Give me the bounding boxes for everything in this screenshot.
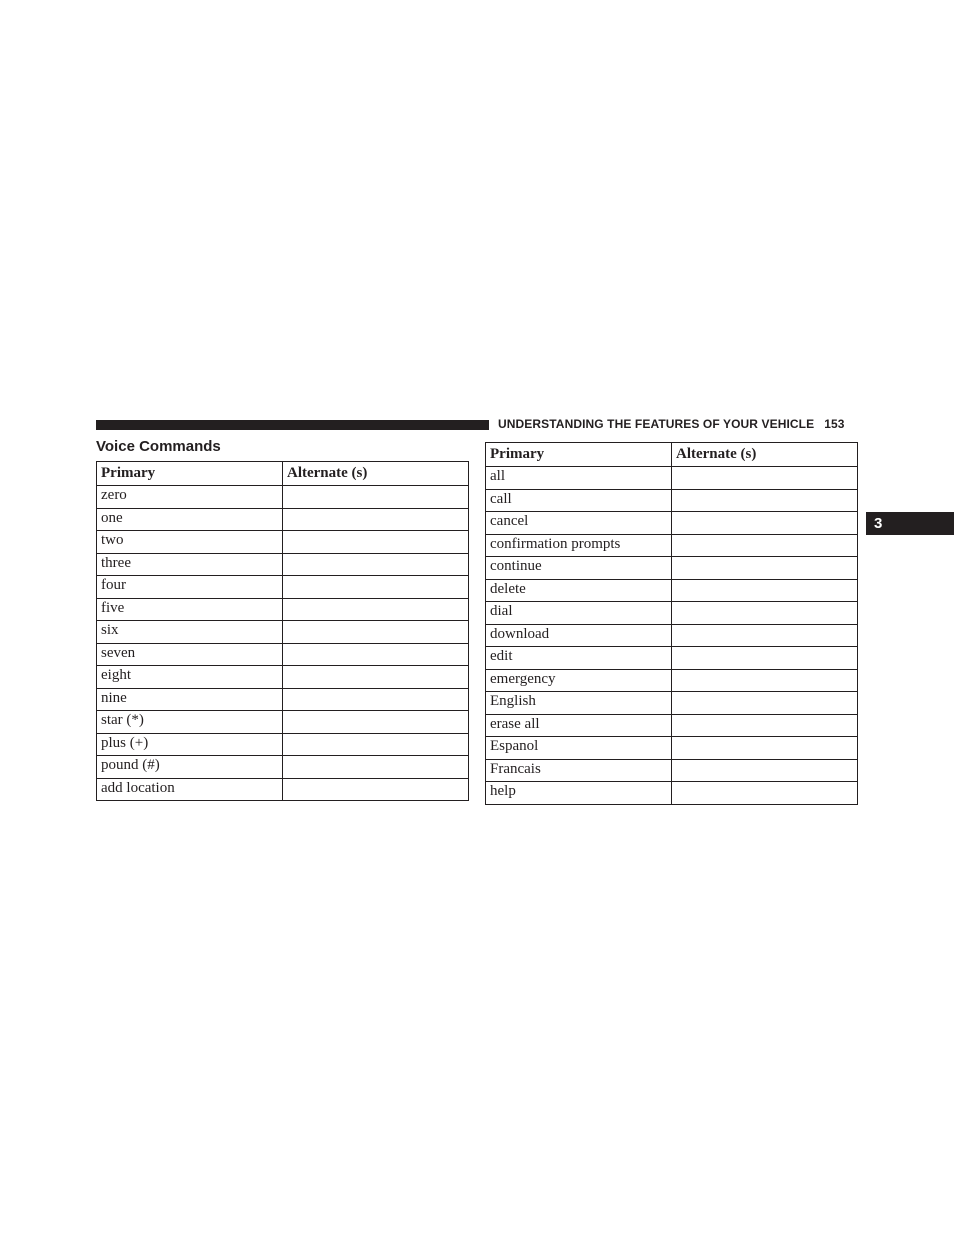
primary-command: seven <box>97 643 283 666</box>
table-row <box>97 666 469 689</box>
table-row <box>97 711 469 734</box>
alternate-command <box>672 714 858 737</box>
table-row <box>97 756 469 779</box>
primary-command: plus (+) <box>97 733 283 756</box>
column-header-primary: Primary <box>97 462 283 486</box>
primary-command: emergency <box>486 669 672 692</box>
column-header-alternate: Alternate (s) <box>672 443 858 467</box>
header-bar <box>96 420 489 430</box>
alternate-command <box>672 557 858 580</box>
alternate-command <box>672 692 858 715</box>
primary-command: Francais <box>486 759 672 782</box>
table-row <box>97 486 469 509</box>
alternate-command <box>672 602 858 625</box>
alternate-command <box>672 534 858 557</box>
table-row <box>486 714 858 737</box>
primary-command: confirmation prompts <box>486 534 672 557</box>
table-row <box>486 669 858 692</box>
alternate-command <box>283 486 469 509</box>
table-row <box>97 576 469 599</box>
primary-command: zero <box>97 486 283 509</box>
section-title: Voice Commands <box>96 438 221 455</box>
primary-command: cancel <box>486 512 672 535</box>
primary-command: Espanol <box>486 737 672 760</box>
primary-command: continue <box>486 557 672 580</box>
primary-command: English <box>486 692 672 715</box>
column-header-alternate: Alternate (s) <box>283 462 469 486</box>
alternate-command <box>283 778 469 801</box>
page-number: 153 <box>824 417 845 431</box>
alternate-command <box>283 643 469 666</box>
table-row <box>486 602 858 625</box>
primary-command: download <box>486 624 672 647</box>
alternate-command <box>283 508 469 531</box>
alternate-command <box>283 598 469 621</box>
primary-command: star (*) <box>97 711 283 734</box>
primary-command: four <box>97 576 283 599</box>
alternate-command <box>283 621 469 644</box>
alternate-command <box>672 467 858 490</box>
running-header-title: UNDERSTANDING THE FEATURES OF YOUR VEHICLE <box>498 417 815 431</box>
alternate-command <box>283 531 469 554</box>
primary-command: eight <box>97 666 283 689</box>
primary-command: one <box>97 508 283 531</box>
alternate-command <box>672 782 858 805</box>
alternate-command <box>283 553 469 576</box>
table-row <box>486 534 858 557</box>
primary-command: add location <box>97 778 283 801</box>
primary-command: all <box>486 467 672 490</box>
table-row <box>97 598 469 621</box>
column-header-primary: Primary <box>486 443 672 467</box>
alternate-command <box>672 759 858 782</box>
primary-command: two <box>97 531 283 554</box>
alternate-command <box>672 669 858 692</box>
table-row <box>97 778 469 801</box>
alternate-command <box>283 666 469 689</box>
table-row <box>486 647 858 670</box>
table-row <box>486 512 858 535</box>
table-row <box>486 782 858 805</box>
table-row <box>486 467 858 490</box>
table-row <box>486 692 858 715</box>
alternate-command <box>672 624 858 647</box>
table-row <box>97 688 469 711</box>
table-row <box>97 531 469 554</box>
primary-command: three <box>97 553 283 576</box>
primary-command: delete <box>486 579 672 602</box>
alternate-command <box>283 733 469 756</box>
primary-command: dial <box>486 602 672 625</box>
table-row <box>486 489 858 512</box>
table-row <box>97 508 469 531</box>
primary-command: erase all <box>486 714 672 737</box>
alternate-command <box>283 688 469 711</box>
alternate-command <box>672 512 858 535</box>
table-row <box>486 557 858 580</box>
chapter-tab: 3 <box>866 512 954 535</box>
table-row <box>97 733 469 756</box>
table-row <box>486 737 858 760</box>
running-header <box>498 417 845 431</box>
table-row <box>486 759 858 782</box>
primary-command: nine <box>97 688 283 711</box>
table-row <box>97 621 469 644</box>
voice-commands-table-left <box>96 461 469 801</box>
alternate-command <box>283 711 469 734</box>
primary-command: call <box>486 489 672 512</box>
primary-command: five <box>97 598 283 621</box>
alternate-command <box>283 756 469 779</box>
table-row <box>97 643 469 666</box>
primary-command: help <box>486 782 672 805</box>
alternate-command <box>672 647 858 670</box>
alternate-command <box>672 579 858 602</box>
primary-command: six <box>97 621 283 644</box>
voice-commands-table-right <box>485 442 858 805</box>
alternate-command <box>283 576 469 599</box>
table-row <box>486 624 858 647</box>
primary-command: edit <box>486 647 672 670</box>
table-row <box>486 579 858 602</box>
alternate-command <box>672 489 858 512</box>
alternate-command <box>672 737 858 760</box>
table-row <box>97 553 469 576</box>
primary-command: pound (#) <box>97 756 283 779</box>
